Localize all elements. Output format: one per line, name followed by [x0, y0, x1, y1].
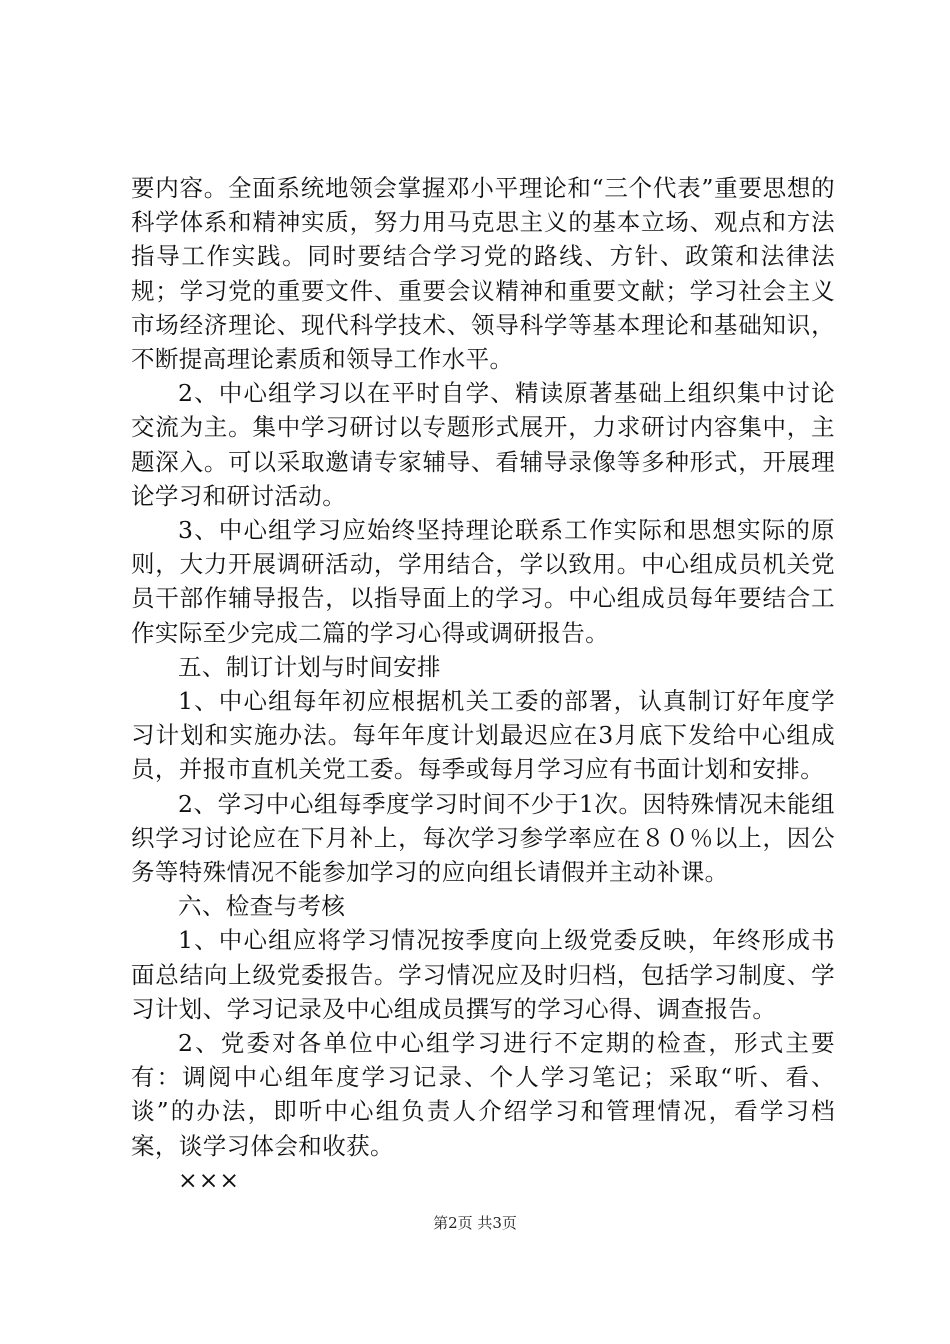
paragraph: 2、党委对各单位中心组学习进行不定期的检查，形式主要有：调阅中心组年度学习记录、个人学习笔记；采取“听、看、谈”的办法，即听中心组负责人介绍学习和管理情况，看学习档案，谈学习体会和收获。 [131, 1029, 835, 1160]
section-heading: 六、检查与考核 [178, 892, 346, 921]
paragraph: 1、中心组每年初应根据机关工委的部署，认真制订好年度学习计划和实施办法。每年年度计划最迟应在3月底下发给中心组成员，并报市直机关党工委。每季或每月学习应有书面计划和安排。 [131, 687, 835, 784]
paragraph: 3、中心组学习应始终坚持理论联系工作实际和思想实际的原则，大力开展调研活动，学用结合，学以致用。中心组成员机关党员干部作辅导报告，以指导面上的学习。中心组成员每年要结合工作实际至少完成二篇的学习心得或调研报告。 [131, 516, 835, 647]
page-footer: 第2页 共3页 [433, 1214, 517, 1232]
paragraph: 2、中心组学习以在平时自学、精读原著基础上组织集中讨论交流为主。集中学习研讨以专题形式展开，力求研讨内容集中，主题深入。可以采取邀请专家辅导、看辅导录像等多种形式，开展理论学习和研讨活动。 [131, 379, 835, 510]
paragraph: 2、学习中心组每季度学习时间不少于1次。因特殊情况未能组织学习讨论应在下月补上，每次学习参学率应在８０％以上，因公务等特殊情况不能参加学习的应向组长请假并主动补课。 [131, 789, 835, 887]
paragraph: 要内容。全面系统地领会掌握邓小平理论和“三个代表”重要思想的科学体系和精神实质，努力用马克思主义的基本立场、观点和方法指导工作实践。同时要结合学习党的路线、方针、政策和法律法规；学习党的重要文件、重要会议精神和重要文献；学习社会主义市场经济理论、现代科学技术、领导科学等基本理论和基础知识，不断提高理论素质和领导工作水平。 [131, 174, 835, 374]
document-body [131, 171, 835, 1197]
signature: ××× [178, 1165, 241, 1194]
paragraph: 1、中心组应将学习情况按季度向上级党委反映，年终形成书面总结向上级党委报告。学习情况应及时归档，包括学习制度、学习计划、学习记录及中心组成员撰写的学习心得、调查报告。 [131, 926, 835, 1023]
section-heading: 五、制订计划与时间安排 [178, 652, 441, 681]
